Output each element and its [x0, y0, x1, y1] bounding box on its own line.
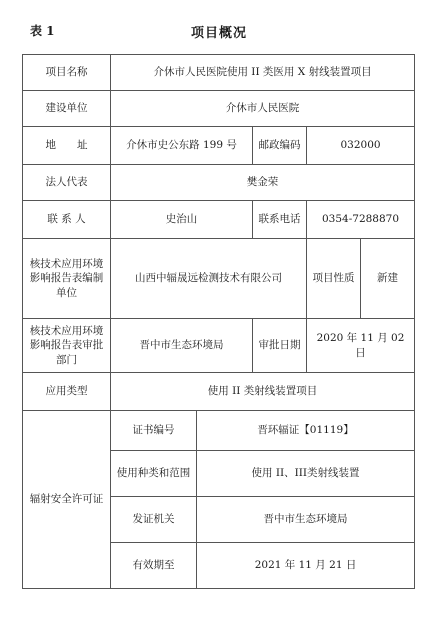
table-title: 项目概况	[190, 26, 247, 41]
approval-label: 核技术应用环境影响报告表审批部门	[23, 319, 111, 373]
row-application-type	[23, 373, 415, 411]
scope-label: 使用种类和范围	[111, 451, 197, 497]
project-overview-table	[22, 54, 415, 589]
approval-date-value: 2020 年 11 月 02 日	[307, 319, 415, 373]
row-approval	[23, 319, 415, 373]
row-license-cert-no	[23, 411, 415, 451]
row-project-name	[23, 55, 415, 91]
phone-value: 0354-7288870	[307, 201, 415, 239]
postcode-label: 邮政编码	[253, 127, 307, 165]
nature-value: 新建	[361, 239, 415, 319]
row-report-unit	[23, 239, 415, 319]
row-address	[23, 127, 415, 165]
postcode-value: 032000	[307, 127, 415, 165]
approval-value: 晋中市生态环境局	[111, 319, 253, 373]
address-value: 介休市史公东路 199 号	[111, 127, 253, 165]
cert-no-value: 晋环辐证【01119】	[197, 411, 415, 451]
construction-unit-value: 介休市人民医院	[111, 91, 415, 127]
approval-date-label: 审批日期	[253, 319, 307, 373]
table-number: 表 1	[30, 24, 55, 38]
authority-value: 晋中市生态环境局	[197, 497, 415, 543]
project-name-label: 项目名称	[23, 55, 111, 91]
row-construction-unit	[23, 91, 415, 127]
application-type-label: 应用类型	[23, 373, 111, 411]
authority-label: 发证机关	[111, 497, 197, 543]
row-contact	[23, 201, 415, 239]
report-unit-label: 核技术应用环境影响报告表编制单位	[23, 239, 111, 319]
nature-label: 项目性质	[307, 239, 361, 319]
construction-unit-label: 建设单位	[23, 91, 111, 127]
valid-label: 有效期至	[111, 543, 197, 589]
phone-label: 联系电话	[253, 201, 307, 239]
contact-label: 联 系 人	[23, 201, 111, 239]
legal-rep-value: 樊金荣	[111, 165, 415, 201]
project-name-value: 介休市人民医院使用 II 类医用 X 射线装置项目	[111, 55, 415, 91]
cert-no-label: 证书编号	[111, 411, 197, 451]
scope-value: 使用 II、III类射线装置	[197, 451, 415, 497]
table-caption	[24, 22, 414, 42]
application-type-value: 使用 II 类射线装置项目	[111, 373, 415, 411]
address-label: 地 址	[23, 127, 111, 165]
license-label: 辐射安全许可证	[23, 411, 111, 589]
report-unit-value: 山西中辐晟远检测技术有限公司	[111, 239, 307, 319]
contact-value: 史治山	[111, 201, 253, 239]
legal-rep-label: 法人代表	[23, 165, 111, 201]
row-legal-rep	[23, 165, 415, 201]
valid-value: 2021 年 11 月 21 日	[197, 543, 415, 589]
